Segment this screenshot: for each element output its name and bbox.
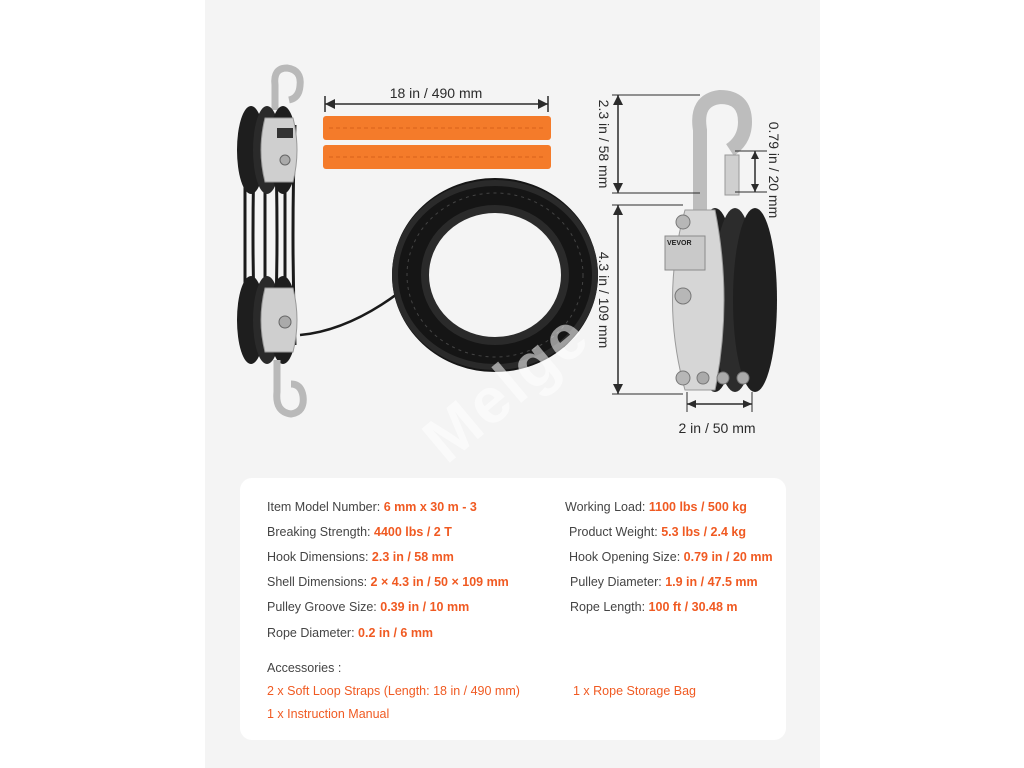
accessory-storage-bag: 1 x Rope Storage Bag xyxy=(573,684,696,698)
hook-height-dimension xyxy=(596,95,700,193)
spec-hook-dimensions: Hook Dimensions: 2.3 in / 58 mm xyxy=(267,550,454,564)
spec-rope-diameter: Rope Diameter: 0.2 in / 6 mm xyxy=(267,626,434,640)
hook-opening-label: 0.79 in / 20 mm xyxy=(766,121,782,219)
spec-hook-opening-size: Hook Opening Size: 0.79 in / 20 mm xyxy=(569,550,773,564)
accessories-title: Accessories : xyxy=(267,661,342,675)
spec-rope-length: Rope Length: 100 ft / 30.48 m xyxy=(570,600,738,614)
spec-item-model-number: Item Model Number: 6 mm x 30 m - 3 xyxy=(267,500,477,514)
spec-pulley-diameter: Pulley Diameter: 1.9 in / 47.5 mm xyxy=(570,575,758,589)
shell-height-dimension xyxy=(596,205,683,394)
accessory-instruction-manual: 1 x Instruction Manual xyxy=(267,707,390,721)
shell-width-label: 2 in / 50 mm xyxy=(678,420,756,436)
shell-width-dimension xyxy=(678,392,755,436)
spec-breaking-strength: Breaking Strength: 4400 lbs / 2 T xyxy=(267,525,452,539)
pulley-detail-image xyxy=(665,97,777,392)
spec-working-load: Working Load: 1100 lbs / 500 kg xyxy=(565,500,747,514)
spec-pulley-groove-size: Pulley Groove Size: 0.39 in / 10 mm xyxy=(267,600,470,614)
strap-length-dimension xyxy=(325,85,548,112)
brand-plate-text: VEVOR xyxy=(667,240,692,247)
watermark-text: Melge xyxy=(409,297,603,477)
hook-height-label: 2.3 in / 58 mm xyxy=(596,99,612,189)
strap-length-label: 18 in / 490 mm xyxy=(389,85,483,101)
accessory-straps: 2 x Soft Loop Straps (Length: 18 in / 490 mm) xyxy=(267,684,520,698)
shell-height-label: 4.3 in / 109 mm xyxy=(596,251,612,349)
soft-loop-straps-image xyxy=(323,116,551,169)
spec-product-weight: Product Weight: 5.3 lbs / 2.4 kg xyxy=(569,525,746,539)
spec-shell-dimensions: Shell Dimensions: 2 × 4.3 in / 50 × 109 mm xyxy=(267,575,509,589)
specifications-card xyxy=(240,478,786,740)
